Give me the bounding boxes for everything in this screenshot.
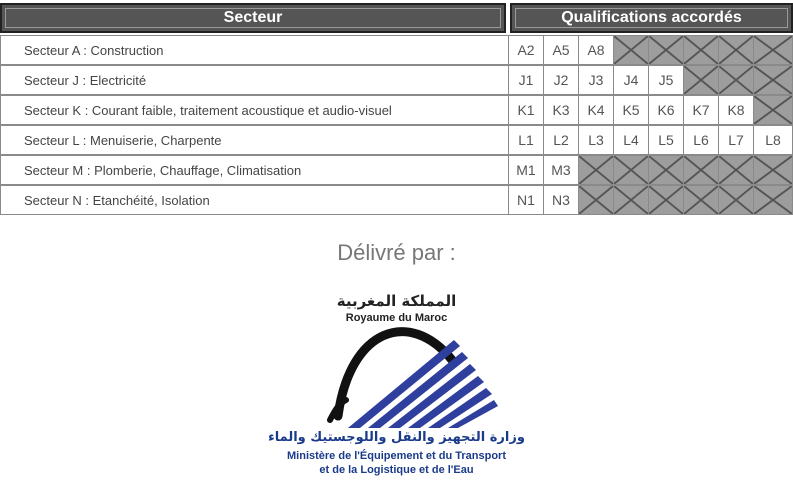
sector-label: Secteur M : Plomberie, Chauffage, Climatisation [0,155,508,185]
not-applicable-cell [683,65,719,95]
not-applicable-cell [683,35,719,65]
ministry-french-line2: et de la Logistique et de l'Eau [319,464,474,476]
qualification-code: A2 [508,35,544,65]
sector-label: Secteur A : Construction [0,35,508,65]
qualification-code: N3 [543,185,579,215]
not-applicable-cell [648,155,684,185]
qualification-code: J3 [578,65,614,95]
not-applicable-cell [683,185,719,215]
qualification-code: L2 [543,125,579,155]
qualification-code: L6 [683,125,719,155]
qualifications-table [0,3,793,214]
not-applicable-cell [718,35,754,65]
not-applicable-cell [753,155,793,185]
qualification-code: L1 [508,125,544,155]
qualification-code: L8 [753,125,793,155]
table-row [0,125,793,155]
not-applicable-cell [613,155,649,185]
sector-header-label: Secteur [223,9,283,26]
not-applicable-cell [753,95,793,125]
table-row [0,95,793,125]
qualification-code: M1 [508,155,544,185]
sector-header [0,3,506,33]
not-applicable-cell [718,155,754,185]
ministry-arabic: وزارة التجهيز والنقل واللوجستيك والماء [268,430,525,445]
not-applicable-cell [578,185,614,215]
sector-label: Secteur J : Electricité [0,65,508,95]
table-row [0,65,793,95]
not-applicable-cell [578,155,614,185]
qualification-code: K6 [648,95,684,125]
qualification-code: K5 [613,95,649,125]
not-applicable-cell [718,65,754,95]
qualification-code: M3 [543,155,579,185]
qualification-code: J2 [543,65,579,95]
not-applicable-cell [648,185,684,215]
qualification-code: N1 [508,185,544,215]
kingdom-french: Royaume du Maroc [345,312,448,324]
qualifications-header-label: Qualifications accordés [561,9,742,26]
qualification-code: K4 [578,95,614,125]
qualification-code: K8 [718,95,754,125]
qualification-code: J1 [508,65,544,95]
kingdom-arabic: المملكة المغربية [336,292,457,310]
qualification-code: L3 [578,125,614,155]
not-applicable-cell [648,35,684,65]
sector-label: Secteur N : Etanchéité, Isolation [0,185,508,215]
delivered-by-label: Délivré par : [337,240,456,265]
table-row [0,35,793,65]
not-applicable-cell [613,185,649,215]
table-row [0,185,793,215]
table-row [0,155,793,185]
not-applicable-cell [718,185,754,215]
ministry-french-line1: Ministère de l'Équipement et du Transport [287,450,506,462]
not-applicable-cell [753,185,793,215]
qualification-code: A8 [578,35,614,65]
sector-label: Secteur L : Menuiserie, Charpente [0,125,508,155]
not-applicable-cell [613,35,649,65]
qualification-code: K1 [508,95,544,125]
not-applicable-cell [753,65,793,95]
qualification-code: L7 [718,125,754,155]
qualification-code: K3 [543,95,579,125]
qualification-code: J5 [648,65,684,95]
qualification-code: A5 [543,35,579,65]
not-applicable-cell [683,155,719,185]
qualifications-header [510,3,793,33]
sector-label: Secteur K : Courant faible, traitement acoustique et audio-visuel [0,95,508,125]
qualification-code: J4 [613,65,649,95]
qualification-code: K7 [683,95,719,125]
qualification-code: L5 [648,125,684,155]
qualification-code: L4 [613,125,649,155]
not-applicable-cell [753,35,793,65]
